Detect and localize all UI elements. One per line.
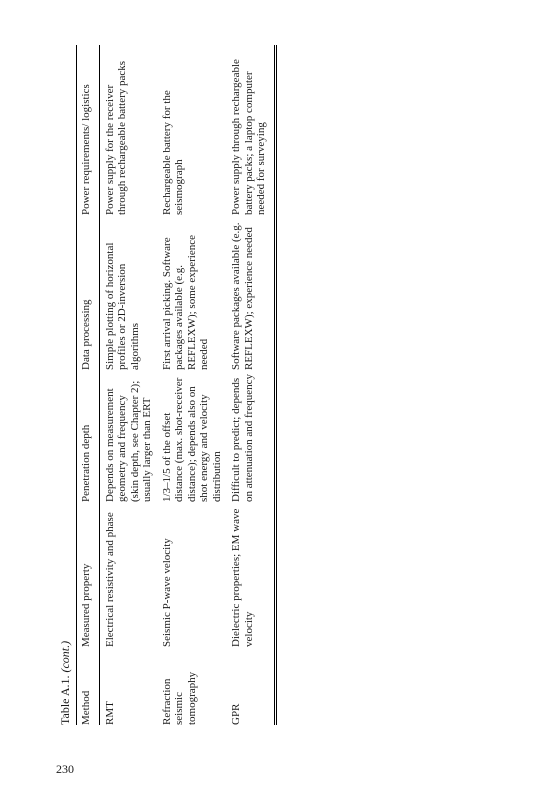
cell-measured-property: Electrical resistivity and phase	[103, 512, 116, 647]
table-row	[226, 45, 275, 725]
cell-method: Refraction seismic tomography	[160, 671, 198, 725]
cell-method: RMT	[103, 701, 116, 725]
header-data-processing: Data processing	[77, 215, 100, 370]
cell-data-processing: Software packages available (e.g. REFLEXW); experience needed	[226, 215, 275, 370]
table-caption	[58, 641, 73, 725]
cell-method: GPR	[226, 647, 275, 725]
table-row	[157, 45, 227, 725]
table-header-row	[77, 45, 100, 725]
cell-data-processing: First arrival picking. Software packages available (e.g. REFLEXW); some experience needed	[160, 234, 210, 370]
caption-cont: (cont.)	[58, 640, 72, 673]
cell-power-requirements: Power supply for the receiver through rechargeable battery packs	[103, 60, 128, 215]
table-row	[99, 45, 157, 725]
cell-measured-property: Seismic P-wave velocity	[160, 538, 173, 647]
cell-penetration-depth: 1/3–1/5 of the offset distance (max. shot-receiver distance); depends also on shot energy and velocity distribution	[160, 377, 223, 502]
header-method: Method	[77, 647, 100, 725]
cell-power-requirements: Rechargeable battery for the seismograph	[160, 90, 185, 215]
cell-data-processing: Simple plotting of horizontal profiles or 2D-inversion algorithms	[103, 242, 141, 370]
header-penetration-depth: Penetration depth	[77, 370, 100, 502]
cell-power-requirements: Power supply through rechargeable battery packs; a laptop computer needed for surveying	[226, 45, 275, 215]
data-table	[76, 45, 277, 725]
header-power-requirements: Power requirements/ logistics	[77, 45, 100, 215]
cell-penetration-depth: Difficult to predict; depends on attenuation and frequency	[226, 370, 275, 502]
page-number: 230	[56, 762, 74, 776]
cell-measured-property: Dielectric properties; EM wave velocity	[226, 502, 275, 647]
caption-label: Table A.1.	[58, 675, 72, 725]
rotated-table-container	[58, 45, 403, 725]
cell-penetration-depth: Depends on measurement geometry and frequency (skin depth, see Chapter 2); usually larger than ERT	[103, 380, 153, 502]
header-measured-property: Measured property	[77, 502, 100, 647]
